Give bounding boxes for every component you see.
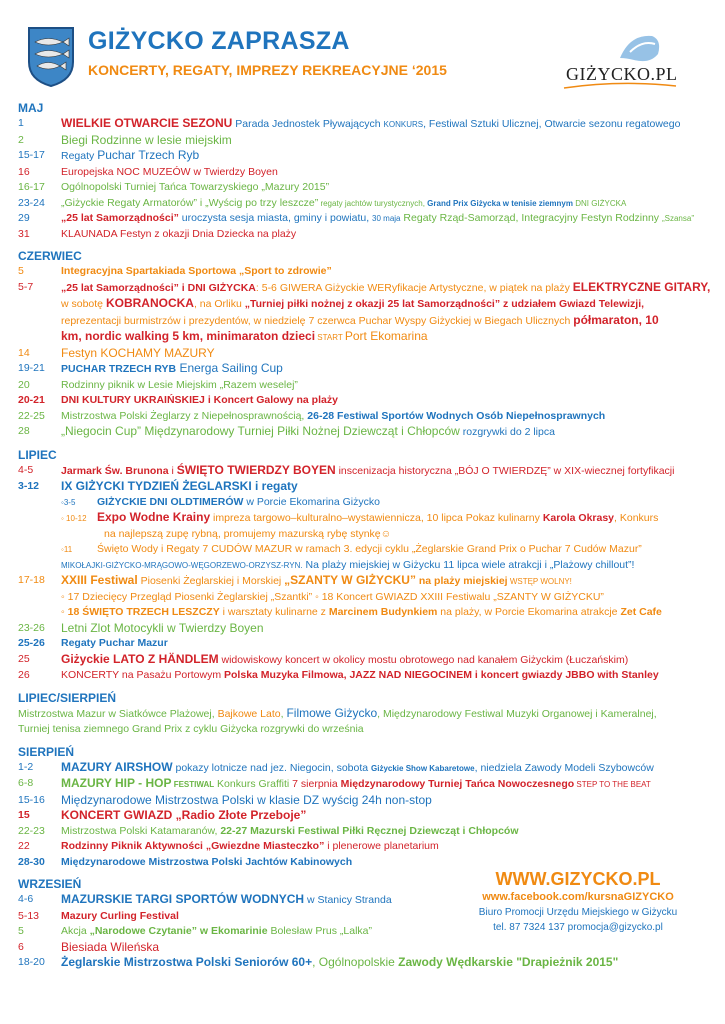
event-row xyxy=(18,165,718,181)
event-text: rozgrywki do 2 lipca xyxy=(459,426,555,438)
event-text: Grand Prix Giżycka w tenisie ziemnym xyxy=(427,198,573,208)
contact-block xyxy=(468,868,688,935)
event-text: Mistrzostwa Polski Żeglarzy z Niepełnosprawnością, xyxy=(61,409,308,422)
event-date: 31 xyxy=(18,227,30,240)
event-date: 22-25 xyxy=(18,409,45,422)
event-row xyxy=(18,116,718,133)
event-text: , niedziela Zawody Modeli Szybowców xyxy=(474,761,654,774)
event-highlight: Rodzinny Piknik Aktywności xyxy=(61,840,206,852)
event-text: Regaty Puchar Mazur xyxy=(61,637,168,649)
event-text: pokazy lotnicze nad jez. Niegocin, sobota xyxy=(172,761,372,774)
event-date: 16-17 xyxy=(18,181,45,193)
event-text: , Konkurs xyxy=(614,512,659,524)
section-heading-czerwiec: CZERWIEC xyxy=(18,249,82,263)
event-text: Na plaży miejskiej w Giżycku 11 lipca wiele atrakcji i „Plażowy chillout”! xyxy=(302,558,635,571)
event-date: 28-30 xyxy=(18,855,45,868)
event-row xyxy=(18,378,718,394)
event-row xyxy=(18,196,718,212)
event-text: DNI GIŻYCKA xyxy=(573,198,627,208)
website-link[interactable]: WWW.GIZYCKO.PL xyxy=(495,869,661,889)
event-row xyxy=(18,264,718,280)
event-row xyxy=(18,636,718,652)
event-date: 22 xyxy=(18,840,30,852)
event-row xyxy=(18,280,718,297)
event-text: regaty jachtów turystycznych, xyxy=(318,198,428,208)
event-text: KONCERTY na Pasażu Portowym xyxy=(61,669,225,681)
event-text: w Porcie Ekomarina Giżycko xyxy=(243,495,380,508)
event-date: 1 xyxy=(18,117,24,129)
event-text: na plaży, w Porcie Ekomarina atrakcje xyxy=(437,606,621,618)
event-highlight: MAZURY HIP - HOP xyxy=(61,776,172,790)
office-name: Biuro Promocji Urzędu Miejskiego w Giżycku xyxy=(478,907,678,918)
event-text: Międzynarodowe Mistrzostwa Polski Jachtów Kabinowych xyxy=(61,855,353,868)
event-text: impreza targowo–kulturalno–wystawiennicza, 10 lipca Pokaz kulinarny xyxy=(210,512,543,524)
event-text: , Festiwal Sztuki Ulicznej, Otwarcie sezonu regatowego xyxy=(423,118,681,130)
event-row xyxy=(18,955,718,972)
event-text: KONCERT GWIAZD „Radio Złote Przeboje” xyxy=(61,808,307,822)
event-text: Mistrzostwa Polski Katamaranów, xyxy=(61,824,221,837)
event-date: 5-7 xyxy=(18,280,34,293)
event-highlight: na plaży miejskiej xyxy=(415,575,508,587)
event-row xyxy=(18,148,718,165)
event-date: 6-8 xyxy=(18,777,34,789)
event-date: 25 xyxy=(18,652,30,665)
event-text: Energa Sailing Cup xyxy=(176,361,283,375)
section-heading-sierpien: SIERPIEŃ xyxy=(18,744,75,759)
event-text: 30 maja xyxy=(372,214,401,223)
event-text: , Ogólnopolskie xyxy=(312,955,399,969)
event-text: Biesiada Wileńska xyxy=(61,939,160,954)
event-row xyxy=(18,133,718,149)
event-date: ◦11 xyxy=(61,545,73,554)
event-text: : 5-6 GIWERA Giżyckie WERyfikacje Artystyczne, w piątek na plaży xyxy=(255,281,573,294)
event-row xyxy=(18,668,718,684)
event-highlight: MAZURY AIRSHOW xyxy=(61,759,173,774)
event-text: uroczysta sesja miasta, gminy i powiatu, xyxy=(178,212,373,224)
event-highlight: Giżyckie LATO Z HÄNDLEM xyxy=(61,651,219,666)
logo-text: GIŻYCKO.PL xyxy=(566,64,678,84)
event-highlight: „SZANTY W GIŻYCKU” xyxy=(284,573,416,587)
event-text: Puchar Trzech Ryb xyxy=(97,148,200,162)
event-row xyxy=(18,652,718,669)
event-text: 26-28 Festiwal Sportów Wodnych Osób Niepełnosprawnych xyxy=(307,409,606,422)
event-text: w ramach 3. edycji cyklu xyxy=(292,543,412,555)
event-text: , Międzynarodowy Festiwal Muzyki Organowej i Kameralnej, xyxy=(377,707,657,720)
event-text: reprezentacji burmistrzów i prezydentów, w niedzielę 7 czerwca Puchar Wyspy Giżyckiej w Biegach Ulicznych xyxy=(61,314,574,327)
event-row xyxy=(18,839,718,855)
event-text: widowiskowy koncert w okolicy mostu obrotowego nad kanałem Giżyckim (Łuczańskim) xyxy=(218,653,629,666)
event-highlight: „Gwiezdne Miasteczko” xyxy=(205,840,325,852)
event-date: 6 xyxy=(18,940,24,953)
event-highlight: km, nordic walking 5 km, minimaraton dzieci xyxy=(61,329,316,343)
event-text: IX GIŻYCKI TYDZIEŃ ŻEGLARSKI i regaty xyxy=(61,479,298,493)
event-date: 29 xyxy=(18,212,30,224)
event-text: , na Orliku xyxy=(193,298,245,310)
event-text: w XIX-wiecznej fortyfikacji xyxy=(550,464,675,477)
event-text: Europejska NOC MUZEÓW w Twierdzy Boyen xyxy=(61,165,278,178)
event-date: 18-20 xyxy=(18,956,45,968)
event-date: 20-21 xyxy=(18,394,45,406)
event-highlight: Jarmark Św. Brunona xyxy=(61,464,169,477)
event-date: 23-24 xyxy=(18,196,45,209)
event-date: 22-23 xyxy=(18,824,45,837)
event-continuation xyxy=(18,313,718,330)
event-row xyxy=(18,573,718,590)
event-text: Festyn KOCHAMY MAZURY xyxy=(61,345,215,360)
event-date: 19-21 xyxy=(18,362,45,374)
page-title: GIŻYCKO ZAPRASZA xyxy=(88,27,350,55)
event-highlight: „Turniej piłki nożnej z okazji 25 lat Samorządności” xyxy=(244,298,501,310)
event-text: KONKURS xyxy=(383,120,424,129)
event-highlight: Karola Okrasy xyxy=(542,512,615,524)
event-date: 20 xyxy=(18,378,30,391)
event-date: 15 xyxy=(18,809,30,821)
event-highlight: ◦ 18 ŚWIĘTO TRZECH LESZCZY xyxy=(61,606,220,618)
event-text: Parada Jednostek Pływających xyxy=(232,118,384,130)
event-row xyxy=(18,393,718,409)
event-row xyxy=(18,824,718,840)
event-date: 5 xyxy=(18,265,24,277)
event-text: DNI KULTURY UKRAIŃSKIEJ i Koncert Galowy na plaży xyxy=(61,394,338,406)
contact-phone-email: tel. 87 7324 137 promocja@gizycko.pl xyxy=(493,922,663,933)
event-text: MIKOŁAJKI-GIŻYCKO-MRĄGOWO-WĘGORZEWO-ORZYSZ-RYN. xyxy=(61,560,303,570)
event-text: „Szansa” xyxy=(661,214,694,223)
event-highlight: „25 lat Samorządności” i DNI GIŻYCKA xyxy=(61,281,256,294)
event-highlight: MAZURSKIE TARGI SPORTÓW WODNYCH xyxy=(61,892,305,906)
event-date: 15-17 xyxy=(18,149,45,161)
event-line xyxy=(18,706,718,723)
event-row xyxy=(18,776,718,793)
event-date: 4-5 xyxy=(18,463,34,476)
facebook-link[interactable]: www.facebook.com/kursnaGIZYCKO xyxy=(482,891,674,903)
event-text: „Żeglarskie Grand Prix o Puchar 7 Cudów Mazur” xyxy=(411,543,642,555)
city-crest-icon xyxy=(26,26,76,88)
event-sub-row xyxy=(18,510,718,527)
event-text: Mistrzostwa Mazur w Siatkówce Plażowej, xyxy=(18,707,218,720)
event-highlight: półmaraton, 10 xyxy=(573,312,659,327)
event-highlight: 22-27 Mazurski Festiwal Piłki Ręcznej Dziewcząt i Chłopców xyxy=(220,824,519,837)
event-date: 17-18 xyxy=(18,574,45,586)
event-sub-continuation xyxy=(18,605,718,621)
event-text: START xyxy=(315,333,345,342)
event-highlight: Marcinem Budynkiem xyxy=(328,606,438,618)
event-highlight: Zet Cafe xyxy=(620,606,662,618)
event-text: „Niegocin Cup” Międzynarodowy Turniej Piłki Nożnej Dziewcząt i Chłopców xyxy=(61,424,460,438)
event-highlight: z udziałem Gwiazd Telewizji, xyxy=(500,298,645,310)
event-text: PUCHAR TRZECH RYB xyxy=(61,363,177,375)
event-text: Ogólnopolski Turniej Tańca Towarzyskiego „Mazury 2015” xyxy=(61,181,330,193)
event-text: na najlepszą zupę rybną, promujemy mazurską rybę stynkę☺ xyxy=(104,527,392,540)
event-date: 25-26 xyxy=(18,637,45,649)
event-text: Turniej tenisa ziemnego Grand Prix z cyklu Giżycka rozgrywki do września xyxy=(18,723,364,735)
event-line xyxy=(18,722,718,738)
event-text: STEP TO THE BEAT xyxy=(574,780,651,789)
event-text: Rodzinny piknik w Lesie Miejskim „Razem weselej” xyxy=(61,378,298,391)
event-row xyxy=(18,180,718,196)
event-row xyxy=(18,808,718,824)
event-date: 16 xyxy=(18,165,30,178)
event-text: , xyxy=(280,707,287,720)
event-text: Święto Wody i Regaty 7 CUDÓW MAZUR xyxy=(97,543,293,555)
event-date: 5 xyxy=(18,925,24,937)
page-subtitle: KONCERTY, REGATY, IMPREZY REKREACYJNE ‘2015 xyxy=(88,62,447,78)
event-text: ◦ 18 Koncert GWIAZD XXIII Festiwalu „SZANTY W GIŻYCKU” xyxy=(312,590,604,603)
event-date: 2 xyxy=(18,133,24,146)
section-heading-maj: MAJ xyxy=(18,101,44,115)
event-text: Giżyckie Show Kabaretowe xyxy=(371,763,475,773)
event-row xyxy=(18,346,718,362)
event-highlight: XXIII Festiwal xyxy=(61,573,138,587)
event-sub-continuation xyxy=(18,558,718,574)
event-highlight: Międzynarodowy Turniej Tańca Nowoczesnego xyxy=(340,778,575,790)
event-text: Piosenki Żeglarskiej i Morskiej xyxy=(137,575,285,587)
event-sub-continuation xyxy=(18,590,718,606)
event-date: 23-26 xyxy=(18,621,45,634)
event-highlight: ŚWIĘTO TWIERDZY BOYEN xyxy=(176,462,336,477)
event-text: Akcja xyxy=(61,925,90,937)
event-date: 28 xyxy=(18,425,30,437)
event-row xyxy=(18,211,718,227)
event-highlight: ELEKTRYCZNE GITARY, xyxy=(572,279,711,294)
event-row xyxy=(18,479,718,495)
event-date: ◦ 10-12 xyxy=(61,514,87,523)
event-date: 1-2 xyxy=(18,760,34,773)
event-row xyxy=(18,361,718,378)
event-text: i plenerowe planetarium xyxy=(324,840,439,852)
event-text: i warsztaty kulinarne z xyxy=(219,606,329,618)
event-row xyxy=(18,621,718,637)
event-highlight: Expo Wodne Krainy xyxy=(97,510,211,524)
event-text: Port Ekomarina xyxy=(344,329,428,343)
section-heading-lipiec-sierpien: LIPIEC/SIERPIEŃ xyxy=(18,690,117,705)
event-date: 3-12 xyxy=(18,480,40,492)
event-date: 4-6 xyxy=(18,893,34,905)
event-text: Filmowe Giżycko xyxy=(286,705,378,720)
event-highlight: GIŻYCKIE DNI OLDTIMERÓW xyxy=(97,495,244,508)
event-sub-row xyxy=(18,542,718,558)
event-text: Biegi Rodzinne w lesie miejskim xyxy=(61,132,232,147)
event-text: w Stanicy Stranda xyxy=(304,894,392,906)
event-text: ◦ 17 Dziecięcy Przegląd Piosenki Żeglarskiej „Szantki” xyxy=(61,590,313,603)
event-text: Bajkowe Lato xyxy=(217,707,281,720)
event-row xyxy=(18,227,718,243)
event-text: Bolesław Prus „Lalka” xyxy=(267,925,373,937)
section-heading-lipiec: LIPIEC xyxy=(18,447,57,462)
event-text: „Giżyckie Regaty Armatorów” i „Wyścig po trzy leszcze” xyxy=(61,196,319,209)
event-text: KLAUNADA Festyn z okazji Dnia Dziecka na plaży xyxy=(61,227,297,240)
event-date: 14 xyxy=(18,346,30,359)
event-text: WSTĘP WOLNY! xyxy=(507,577,572,586)
event-continuation xyxy=(18,329,718,346)
event-text: FESTIWAL xyxy=(171,780,215,789)
event-sub-row xyxy=(18,495,718,511)
event-highlight: KOBRANOCKA xyxy=(105,296,194,310)
event-text: 7 sierpnia xyxy=(292,778,341,790)
event-text: w sobotę xyxy=(61,298,106,310)
event-text: Mazury Curling Festival xyxy=(61,909,179,922)
event-highlight: „25 lat Samorządności” xyxy=(61,212,179,224)
event-row xyxy=(18,463,718,480)
event-text: Konkurs Graffiti xyxy=(214,778,293,790)
event-row xyxy=(18,793,718,809)
event-highlight: Żeglarskie Mistrzostwa Polski Seniorów 60+ xyxy=(61,955,313,969)
event-row xyxy=(18,424,718,441)
event-row xyxy=(18,409,718,425)
event-text: Międzynarodowe Mistrzostwa Polski w klasie DZ wyścig 24h non-stop xyxy=(61,792,432,807)
events-list xyxy=(18,94,718,972)
event-date: ◦3-5 xyxy=(61,497,76,507)
event-highlight: Zawody Wędkarskie "Drapieżnik 2015" xyxy=(398,955,619,969)
event-date: 15-16 xyxy=(18,793,45,806)
event-text: Regaty xyxy=(61,150,98,162)
event-sub-continuation xyxy=(18,527,718,543)
section-heading-wrzesien: WRZESIEŃ xyxy=(18,877,82,891)
event-continuation xyxy=(18,296,718,313)
event-text: inscenizacja historyczna „BÓJ O TWIERDZĘ” xyxy=(335,464,551,477)
event-highlight: WIELKIE OTWARCIE SEZONU xyxy=(61,116,233,130)
event-date: 5-13 xyxy=(18,909,40,922)
event-text: i xyxy=(168,464,177,477)
event-row xyxy=(18,940,718,956)
event-text: Letni Zlot Motocykli w Twierdzy Boyen xyxy=(61,620,264,635)
event-date: 26 xyxy=(18,669,30,681)
event-highlight: „Narodowe Czytanie” w Ekomarinie xyxy=(89,925,268,937)
event-highlight: Polska Muzyka Filmowa, JAZZ NAD NIEGOCINEM i koncert gwiazdy JBBO with Stanley xyxy=(224,669,659,681)
event-row xyxy=(18,760,718,777)
event-text: Integracyjna Spartakiada Sportowa „Sport to zdrowie” xyxy=(61,265,332,277)
event-text: Regaty Rząd-Samorząd, Integracyjny Festyn Rodzinny xyxy=(400,212,662,224)
